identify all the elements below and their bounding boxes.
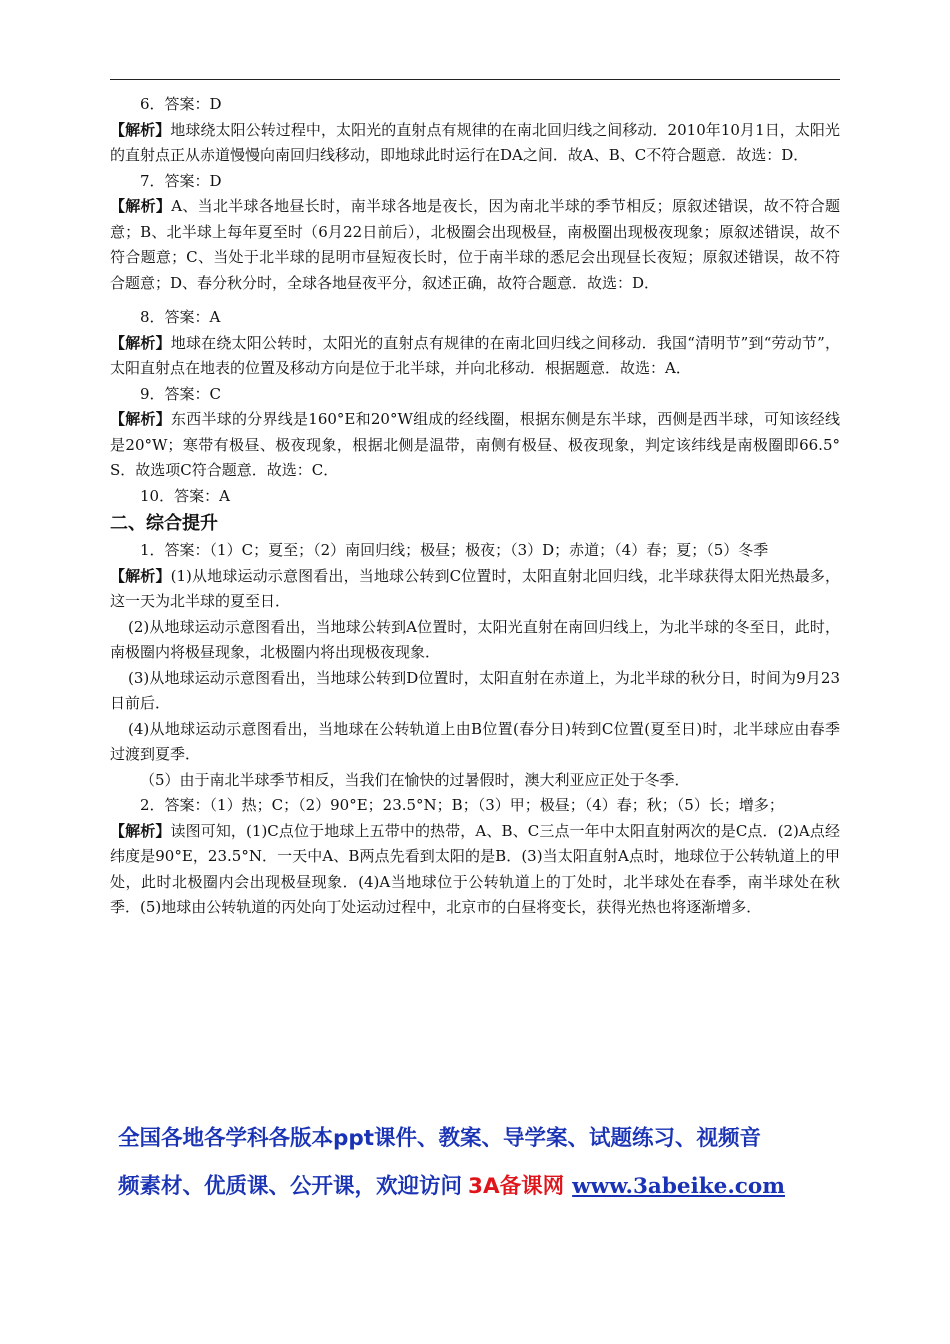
promo-banner [118,1124,858,1202]
answer-9: 9．答案：C [140,384,222,403]
q1-analysis [110,564,840,615]
answer-document [110,92,840,921]
brand-name: 3A备课网 [468,1174,565,1199]
q2-answer: 2．答案：（1）热；C；（2）90°E；23.5°N；B；（3）甲；极昼；（4）春；秋；（5）长；增多； [140,796,784,814]
analysis-7 [110,194,840,296]
analysis-tag: 【解析】 [110,333,171,352]
answer-8: 8．答案：A [140,308,221,326]
analysis-tag: 【解析】 [110,410,172,428]
analysis-tag: 【解析】 [110,120,171,139]
analysis-tag: 【解析】 [110,821,171,840]
q1-analysis-part-3: (3)从地球运动示意图看出，当地球公转到D位置时，太阳直射在赤道上，为北半球的秋分日，时间为9月23日前后． [110,668,840,712]
q2-analysis [110,819,840,921]
analysis-tag: 【解析】 [110,566,171,585]
q1-analysis-part-4: (4)从地球运动示意图看出，当地球在公转轨道上由B位置(春分日)转到C位置(夏至日)时，北半球应由春季过渡到夏季． [110,719,840,763]
q1-analysis-part-5: （5）由于南北半球季节相反，当我们在愉快的过暑假时，澳大利亚应正处于冬季． [140,770,690,789]
q1-analysis-part-1: (1)从地球运动示意图看出，当地球公转到C位置时，太阳直射北回归线，北半球获得太阳光热最多，这一天为北半球的夏至日． [110,566,840,610]
header-rule [110,79,840,80]
q1-answer: 1．答案：（1）C；夏至；（2）南回归线；极昼；极夜；（3）D；赤道；（4）春；夏；（5）冬季 [140,541,769,559]
answer-10: 10．答案：A [140,486,230,505]
analysis-tag: 【解析】 [110,197,172,215]
promo-line-2-text: 频素材、优质课、公开课，欢迎访问 [118,1174,463,1199]
analysis-9 [110,407,840,484]
q2-analysis-text: 读图可知，(1)C点位于地球上五带中的热带，A、B、C三点一年中太阳直射两次的是C点．(2)A点经纬度是90°E，23.5°N．一天中A、B两点先看到太阳的是B．(3)当太阳直射A点时，地球位于公转轨道上的甲处，此时北极圈内会出现极昼现象．(4)A当地球位于公转轨道上的丁处时，北半球处在春季，南半球处在秋季．(5)地球由公转轨道的丙处向丁处运动过程中，北京市的白昼将变长，获得光热也将逐渐增多． [110,821,840,916]
analysis-7-text: A、当北半球各地昼长时，南半球各地是夜长，因为南北半球的季节相反；原叙述错误，故不符合题意；B、北半球上每年夏至时（6月22日前后），北极圈会出现极昼，南极圈出现极夜现象；原叙述错误，故不符合题意；C、当处于北半球的昆明市昼短夜长时，位于南半球的悉尼会出现昼长夜短；原叙述错误，故不符合题意；D、春分秋分时，全球各地昼夜平分，叙述正确，故符合题意．故选：D． [110,197,840,292]
site-link[interactable]: www.3abeike.com [572,1174,785,1199]
promo-line-2 [118,1172,858,1202]
analysis-6 [110,118,840,169]
section-heading: 二、综合提升 [110,513,218,534]
analysis-8-text: 地球在绕太阳公转时，太阳光的直射点有规律的在南北回归线之间移动．我国“清明节”到“劳动节”，太阳直射点在地表的位置及移动方向是位于北半球，并向北移动．根据题意．故选：A． [110,333,840,377]
q1-analysis-part-2: (2)从地球运动示意图看出，当地球公转到A位置时，太阳光直射在南回归线上，为北半球的冬至日，此时，南极圈内将极昼现象，北极圈内将出现极夜现象． [110,617,840,661]
promo-line-1: 全国各地各学科各版本ppt课件、教案、导学案、试题练习、视频音 [118,1126,762,1151]
analysis-6-text: 地球绕太阳公转过程中，太阳光的直射点有规律的在南北回归线之间移动．2010年10月1日，太阳光的直射点正从赤道慢慢向南回归线移动，即地球此时运行在DA之间．故A、B、C不符合题意．故选：D． [110,120,840,164]
answer-7: 7．答案：D [140,171,222,190]
analysis-9-text: 东西半球的分界线是160°E和20°W组成的经线圈，根据东侧是东半球，西侧是西半球，可知该经线是20°W；寒带有极昼、极夜现象，根据北侧是温带，南侧有极昼、极夜现象，判定该纬线是南极圈即66.5°S．故选项C符合题意．故选：C． [110,410,840,479]
answer-6: 6．答案：D [140,95,222,113]
analysis-8 [110,331,840,382]
